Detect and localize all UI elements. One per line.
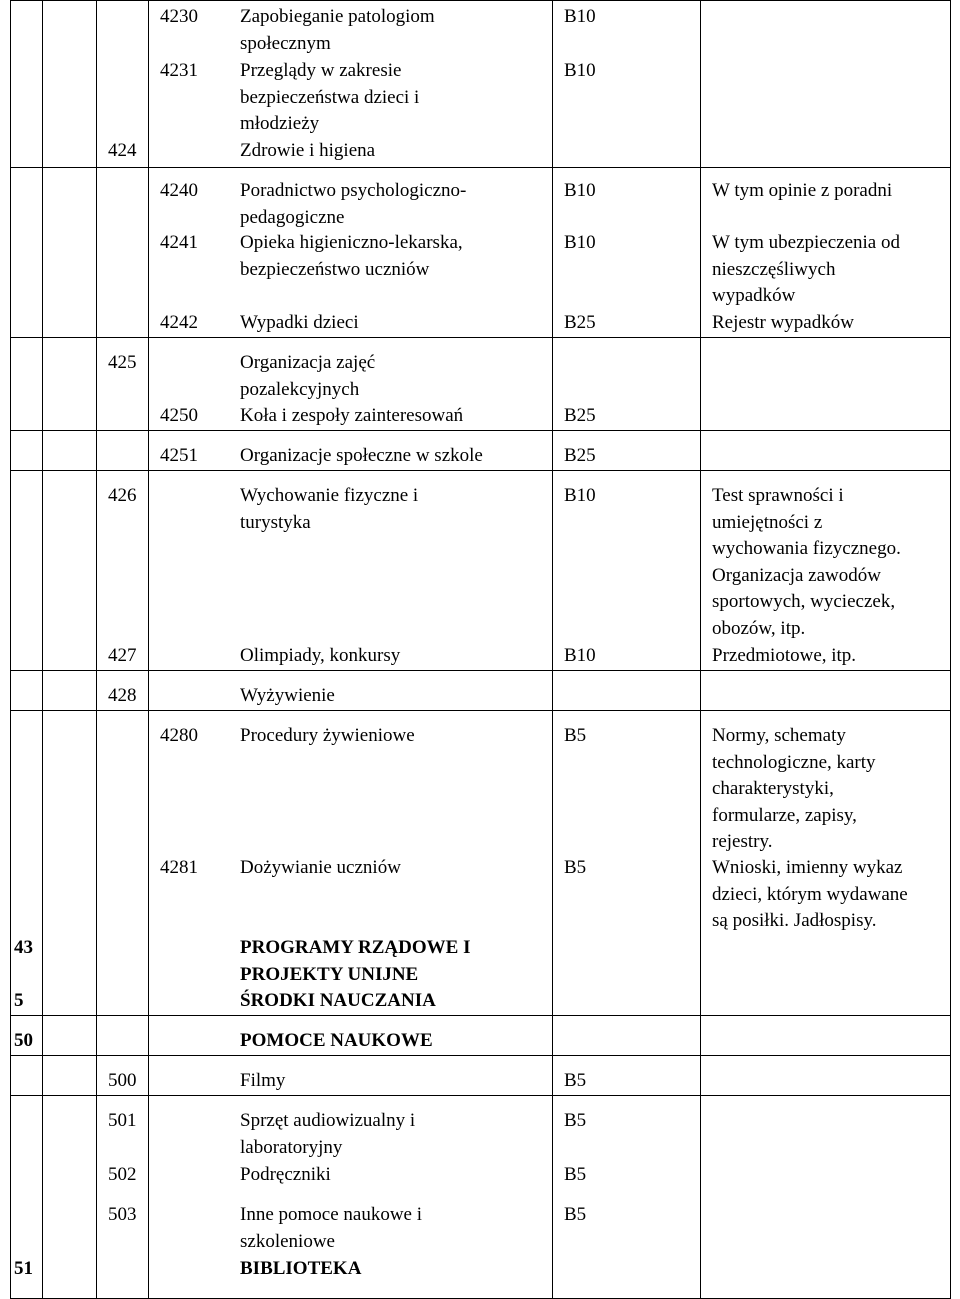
table-cell-note: umiejętności z	[712, 511, 823, 533]
table-cell-category: B10	[564, 485, 596, 506]
table-cell-name: Sprzęt audiowizualny i	[240, 1110, 416, 1131]
table-column-rule	[42, 0, 43, 1298]
table-cell-category: B25	[564, 445, 596, 466]
table-cell-name: Olimpiady, konkursy	[240, 645, 401, 666]
table-cell-group: 428	[108, 685, 137, 706]
table-cell-note: Wnioski, imienny wykaz	[712, 857, 903, 878]
table-cell-code: 4230	[160, 6, 198, 27]
table-cell-note: wychowania fizycznego.	[712, 538, 901, 559]
table-column-rule	[148, 0, 149, 1298]
table-cell-category: B10	[564, 6, 596, 27]
table-cell-name: Koła i zespoły zainteresowań	[240, 405, 464, 426]
table-cell-code: 4281	[160, 857, 198, 878]
table-cell-name: Organizacje społeczne w szkole	[240, 445, 483, 466]
table-cell-note: dzieci, którym wydawane	[712, 883, 908, 905]
table-cell-group: 500	[108, 1070, 137, 1091]
table-cell-group: 425	[108, 352, 137, 373]
table-cell-name: społecznym	[240, 32, 331, 54]
table-cell-note: Rejestr wypadków	[712, 312, 854, 333]
table-cell-name: turystyka	[240, 511, 311, 533]
table-row-rule	[10, 710, 951, 711]
table-cell-name: Inne pomoce naukowe i	[240, 1204, 423, 1225]
table-cell-group: 424	[108, 140, 137, 161]
table-cell-code: 4250	[160, 405, 198, 426]
table-cell-section: 5	[14, 990, 24, 1011]
table-cell-name: Przeglądy w zakresie	[240, 60, 402, 81]
table-cell-note: są posiłki. Jadłospisy.	[712, 910, 877, 931]
table-cell-note: W tym opinie z poradni	[712, 180, 893, 201]
table-cell-name: Wychowanie fizyczne i	[240, 485, 419, 506]
table-cell-section: 43	[14, 937, 33, 958]
table-cell-note: wypadków	[712, 285, 796, 306]
table-cell-name: Podręczniki	[240, 1164, 331, 1185]
table-cell-category: B5	[564, 1110, 587, 1131]
table-cell-group: 427	[108, 645, 137, 666]
table-cell-name: Filmy	[240, 1070, 286, 1091]
table-cell-name: Opieka higieniczno-lekarska,	[240, 232, 463, 253]
table-cell-category: B10	[564, 232, 596, 253]
table-cell-code: 4231	[160, 60, 198, 81]
table-cell-category: B5	[564, 725, 587, 746]
table-cell-name: Zapobieganie patologiom	[240, 6, 435, 27]
table-cell-name: młodzieży	[240, 113, 320, 134]
table-cell-name: BIBLIOTEKA	[240, 1258, 362, 1279]
table-column-rule	[10, 0, 11, 1298]
table-cell-section: 51	[14, 1258, 33, 1279]
table-cell-name: ŚRODKI NAUCZANIA	[240, 990, 436, 1011]
table-cell-name: Wyżywienie	[240, 685, 335, 706]
table-cell-group: 502	[108, 1164, 137, 1185]
table-cell-name: Organizacja zajęć	[240, 352, 376, 373]
table-cell-group: 501	[108, 1110, 137, 1131]
table-cell-name: Procedury żywieniowe	[240, 725, 415, 746]
table-cell-category: B10	[564, 60, 596, 81]
table-cell-code: 4240	[160, 180, 198, 201]
table-cell-category: B5	[564, 1204, 587, 1225]
table-cell-note: charakterystyki,	[712, 778, 834, 799]
table-cell-category: B5	[564, 857, 587, 878]
table-column-rule	[96, 0, 97, 1298]
table-row-rule	[10, 1095, 951, 1096]
table-cell-name: PROGRAMY RZĄDOWE I	[240, 937, 471, 958]
table-cell-category: B5	[564, 1070, 587, 1091]
table-cell-code: 4241	[160, 232, 198, 253]
table-row-rule	[10, 670, 951, 671]
table-cell-name: Zdrowie i higiena	[240, 140, 376, 161]
table-row-rule	[10, 167, 951, 168]
table-row-rule	[10, 1015, 951, 1016]
table-cell-note: sportowych, wycieczek,	[712, 591, 896, 612]
table-cell-note: obozów, itp.	[712, 617, 806, 639]
table-cell-name: laboratoryjny	[240, 1136, 343, 1158]
table-cell-name: bezpieczeństwo uczniów	[240, 258, 430, 280]
table-cell-name: pozalekcyjnych	[240, 378, 360, 400]
table-cell-code: 4280	[160, 725, 198, 746]
table-cell-name: POMOCE NAUKOWE	[240, 1030, 433, 1051]
table-cell-name: bezpieczeństwa dzieci i	[240, 86, 420, 108]
table-cell-note: nieszczęśliwych	[712, 258, 836, 280]
table-cell-note: Przedmiotowe, itp.	[712, 645, 857, 666]
table-cell-note: W tym ubezpieczenia od	[712, 232, 900, 253]
table-row-rule	[10, 470, 951, 471]
table-cell-category: B5	[564, 1164, 587, 1185]
table-cell-group: 503	[108, 1204, 137, 1225]
table-cell-note: formularze, zapisy,	[712, 804, 857, 826]
table-column-rule	[950, 0, 951, 1298]
table-cell-name: szkoleniowe	[240, 1230, 335, 1252]
table-cell-note: Test sprawności i	[712, 485, 844, 506]
table-cell-note: Organizacja zawodów	[712, 564, 881, 586]
table-row-rule	[10, 337, 951, 338]
table-cell-code: 4251	[160, 445, 198, 466]
table-cell-name: Wypadki dzieci	[240, 312, 359, 333]
table-cell-note: rejestry.	[712, 831, 773, 852]
table-cell-section: 50	[14, 1030, 33, 1051]
table-cell-name: PROJEKTY UNIJNE	[240, 963, 419, 985]
table-cell-name: pedagogiczne	[240, 206, 345, 228]
table-column-rule	[700, 0, 701, 1298]
table-cell-name: Poradnictwo psychologiczno-	[240, 180, 467, 201]
table-cell-category: B25	[564, 405, 596, 426]
table-row-rule	[10, 1055, 951, 1056]
table-cell-category: B10	[564, 180, 596, 201]
table-column-rule	[552, 0, 553, 1298]
table-row-rule	[10, 0, 951, 1]
table-cell-group: 426	[108, 485, 137, 506]
table-cell-note: Normy, schematy	[712, 725, 846, 746]
table-cell-code: 4242	[160, 312, 198, 333]
table-row-rule	[10, 430, 951, 431]
table-cell-name: Dożywianie uczniów	[240, 857, 401, 878]
table-cell-category: B10	[564, 645, 596, 666]
table-cell-category: B25	[564, 312, 596, 333]
table-cell-note: technologiczne, karty	[712, 751, 876, 773]
